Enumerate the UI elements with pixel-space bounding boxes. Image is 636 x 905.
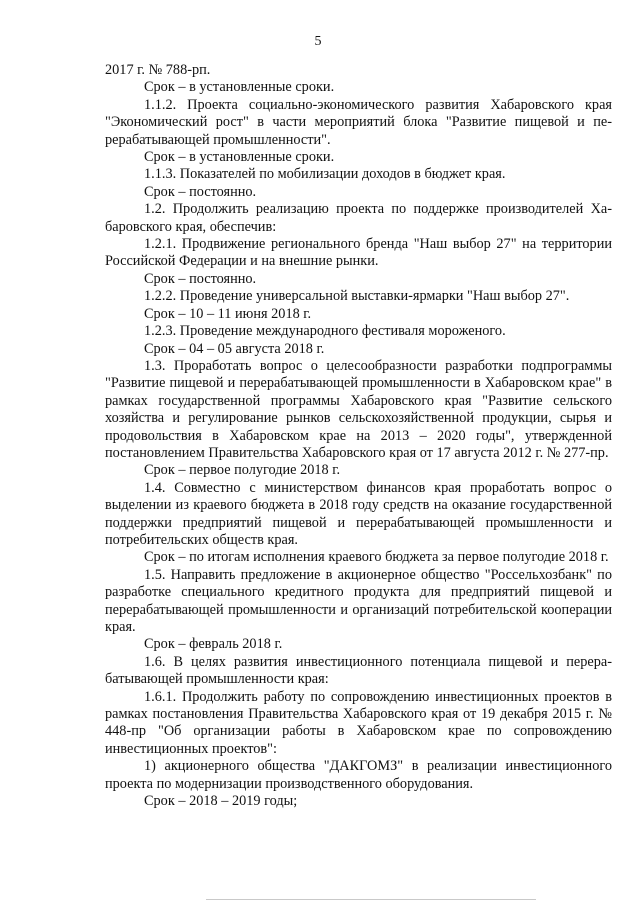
- paragraph: 1.2.2. Проведение универсальной выставки-ярмарки "Наш выбор 27".: [144, 288, 570, 305]
- paragraph: Срок – февраль 2018 г.: [144, 636, 283, 653]
- paragraph: Срок – 2018 – 2019 годы;: [144, 793, 298, 810]
- paragraph: 1.2.3. Проведение международного фестиваля мороженого.: [144, 323, 506, 340]
- paragraph: 1.2. Продолжить реализацию проекта по поддержке производителей Хабаровского края, обеспечив:: [105, 201, 612, 235]
- paragraph: Срок – постоянно.: [144, 270, 257, 287]
- document-body: [105, 62, 612, 810]
- paragraph: 1) акционерного общества "ДАКГОМЗ" в реализации инвестиционного проекта по модернизации производственного оборудования.: [105, 758, 612, 792]
- paragraph: Срок – в установленные сроки.: [144, 79, 335, 96]
- paragraph: 1.5. Направить предложение в акционерное общество "Россельхозбанк" по разработке специального кредитного продукта для предприятий пищевой и перерабатывающей промышленности и организаций потребительской кооперации края.: [105, 566, 612, 635]
- paragraph: Срок – 10 – 11 июня 2018 г.: [144, 305, 312, 322]
- paragraph: 1.6.1. Продолжить работу по сопровождению инвестиционных проектов в рамках постановления Правительства Хабаровского края от 19 декабря 2015 г. № 448-пр "Об организации работы в Хабаровском крае по сопровождению инвестиционных проектов":: [105, 688, 612, 757]
- paragraph: 1.4. Совместно с министерством финансов края проработать вопрос о выделении из краевого бюджета в 2018 году средств на оказание государственной поддержки предприятий пищевой и перерабатывающей промышленности и потребительских обществ края.: [105, 479, 612, 548]
- paragraph: Срок – постоянно.: [144, 183, 257, 200]
- paragraph: 1.2.1. Продвижение регионального бренда "Наш выбор 27" на территории Российской Федерации и на внешние рынки.: [105, 236, 612, 270]
- paragraph: Срок – в установленные сроки.: [144, 149, 335, 166]
- scan-artifact-line: [206, 899, 536, 900]
- paragraph: 2017 г. № 788-рп.: [105, 62, 211, 78]
- paragraph: 1.6. В целях развития инвестиционного потенциала пищевой и перерабатывающей промышленности края:: [105, 653, 612, 688]
- paragraph: Срок – по итогам исполнения краевого бюджета за первое полугодие 2018 г.: [144, 549, 609, 566]
- page-number: 5: [314, 34, 322, 49]
- paragraph: Срок – 04 – 05 августа 2018 г.: [144, 340, 325, 357]
- paragraph: Срок – первое полугодие 2018 г.: [144, 462, 341, 479]
- paragraph: 1.1.3. Показателей по мобилизации доходов в бюджет края.: [144, 166, 506, 183]
- paragraph: 1.3. Проработать вопрос о целесообразности разработки подпрограммы "Развитие пищевой и перерабатывающей промышленности в Хабаровском крае" в рамках государственной программы Хабаровского края "Развитие сельского хозяйства и регулирование рынков сельскохозяйственной продукции, сырья и продовольствия в Хабаровском крае на 2013 – 2020 годы", утвержденной постановлением Правительства Хабаровского края от 17 августа 2012 г. № 277-пр.: [105, 357, 612, 461]
- paragraph: 1.1.2. Проекта социально-экономического развития Хабаровского края "Экономический рост" в части мероприятий блока "Развитие пищевой и перерабатывающей промышленности".: [105, 96, 612, 148]
